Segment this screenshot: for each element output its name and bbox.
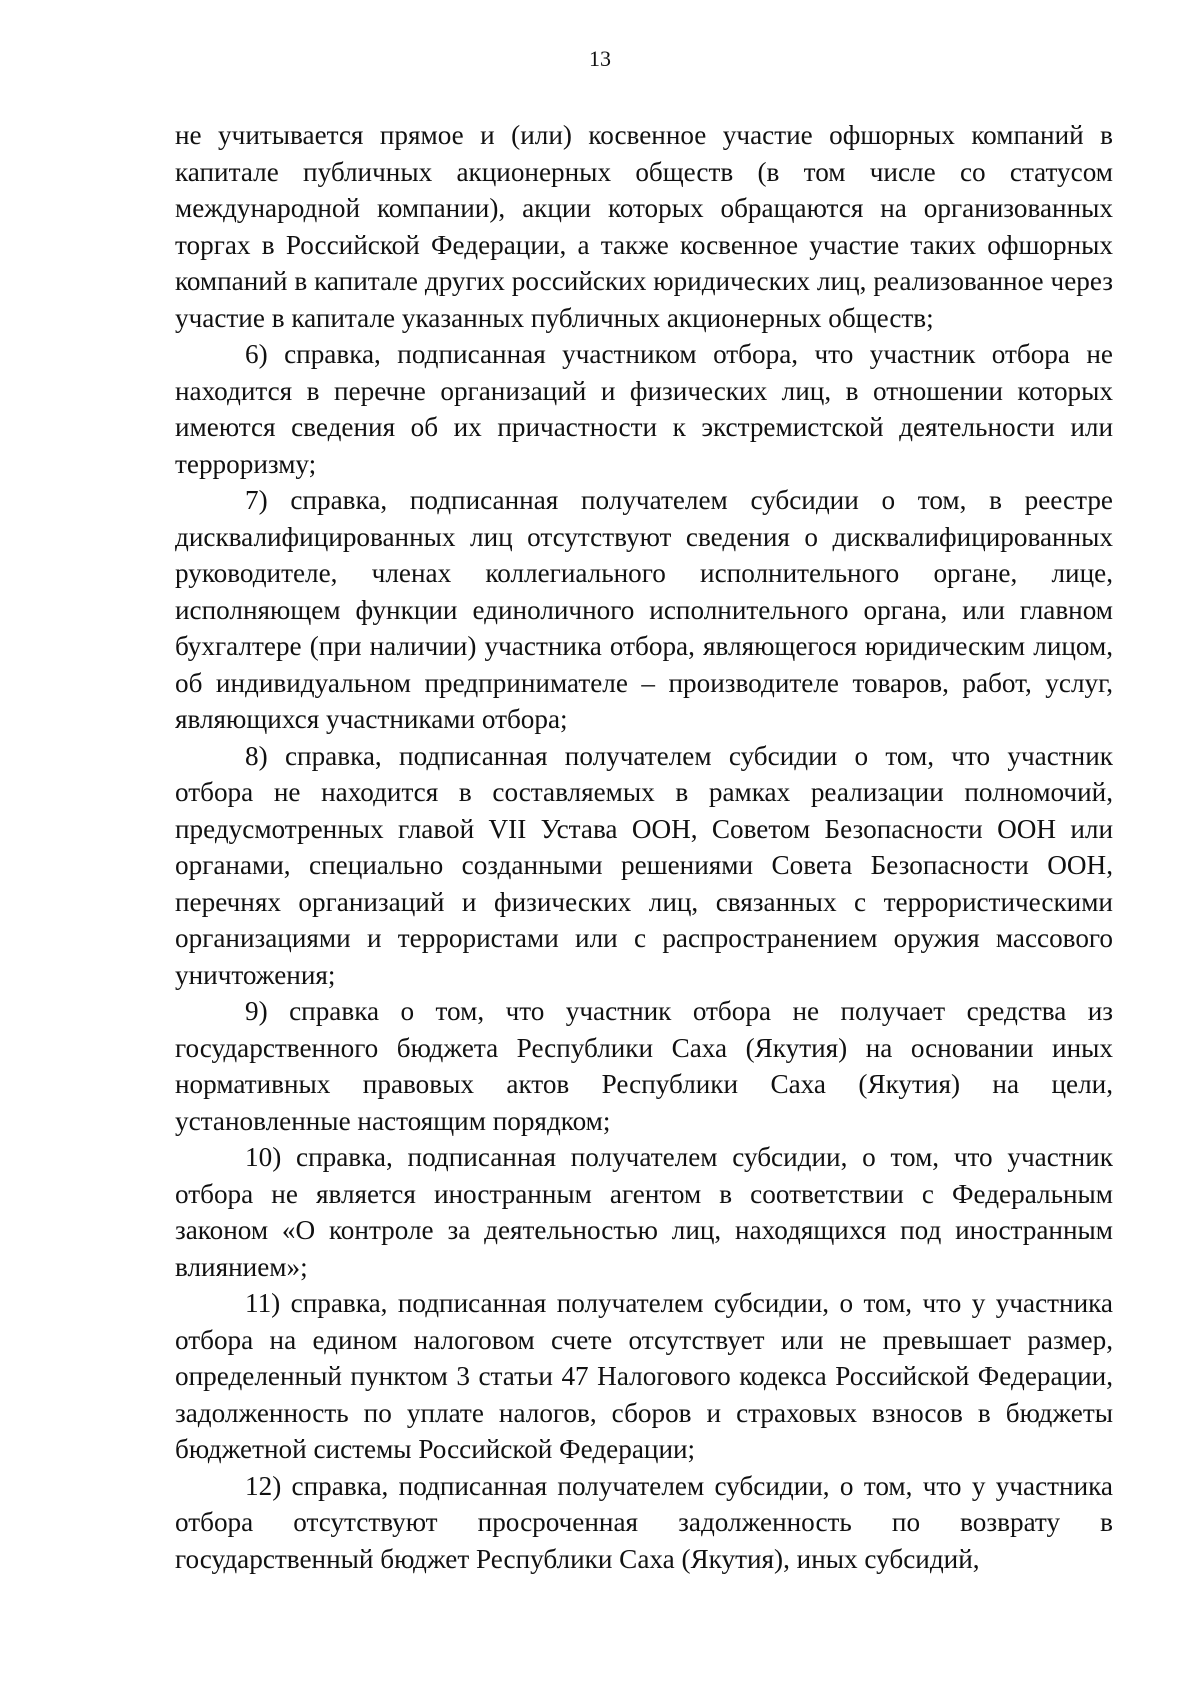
paragraph-continuation: не учитывается прямое и (или) косвенное участие офшорных компаний в капитале публичных акционерных обществ (в том числе со статусом международной компании), акции которых обращаются на организованных торгах в Российской Федерации, а также косвенное участие таких офшорных компаний в капитале других российских юридических лиц, реализованное через участие в капитале указанных публичных акционерных обществ; — [175, 120, 1113, 333]
paragraph-item-6: 6) справка, подписанная участником отбора, что участник отбора не находится в перечне организаций и физических лиц, в отношении которых имеются сведения об их причастности к экстремистской деятельности или терроризму; — [175, 339, 1113, 479]
paragraph-item-7: 7) справка, подписанная получателем субсидии о том, в реестре дисквалифицированных лиц отсутствуют сведения о дисквалифицированных руководителе, членах коллегиального исполнительного органе, лице, исполняющем функции единоличного исполнительного органа, или главном бухгалтере (при наличии) участника отбора, являющегося юридическим лицом, об индивидуальном предпринимателе – производителе товаров, работ, услуг, являющихся участниками отбора; — [175, 485, 1113, 734]
paragraph-item-11: 11) справка, подписанная получателем субсидии, о том, что у участника отбора на едином налоговом счете отсутствует или не превышает размер, определенный пунктом 3 статьи 47 Налогового кодекса Российской Федерации, задолженность по уплате налогов, сборов и страховых взносов в бюджеты бюджетной системы Российской Федерации; — [175, 1288, 1113, 1464]
paragraph-item-8: 8) справка, подписанная получателем субсидии о том, что участник отбора не находится в составляемых в рамках реализации полномочий, предусмотренных главой VII Устава ООН, Советом Безопасности ООН или органами, специально созданными решениями Совета Безопасности ООН, перечнях организаций и физических лиц, связанных с террористическими организациями и террористами или с распространением оружия массового уничтожения; — [175, 740, 1113, 990]
body-text — [175, 117, 1113, 1577]
paragraph-item-9: 9) справка о том, что участник отбора не получает средства из государственного бюджета Республики Саха (Якутия) на основании иных нормативных правовых актов Республики Саха (Якутия) на цели, установленные настоящим порядком; — [175, 996, 1113, 1136]
paragraph-item-12: 12) справка, подписанная получателем субсидии, о том, что у участника отбора отсутствуют просроченная задолженность по возврату в государственный бюджет Республики Саха (Якутия), иных субсидий, — [175, 1470, 1113, 1574]
paragraph-item-10: 10) справка, подписанная получателем субсидии, о том, что участник отбора не является иностранным агентом в соответствии с Федеральным законом «О контроле за деятельностью лиц, находящихся под иностранным влиянием»; — [175, 1142, 1113, 1282]
page-number: 13 — [589, 46, 611, 71]
